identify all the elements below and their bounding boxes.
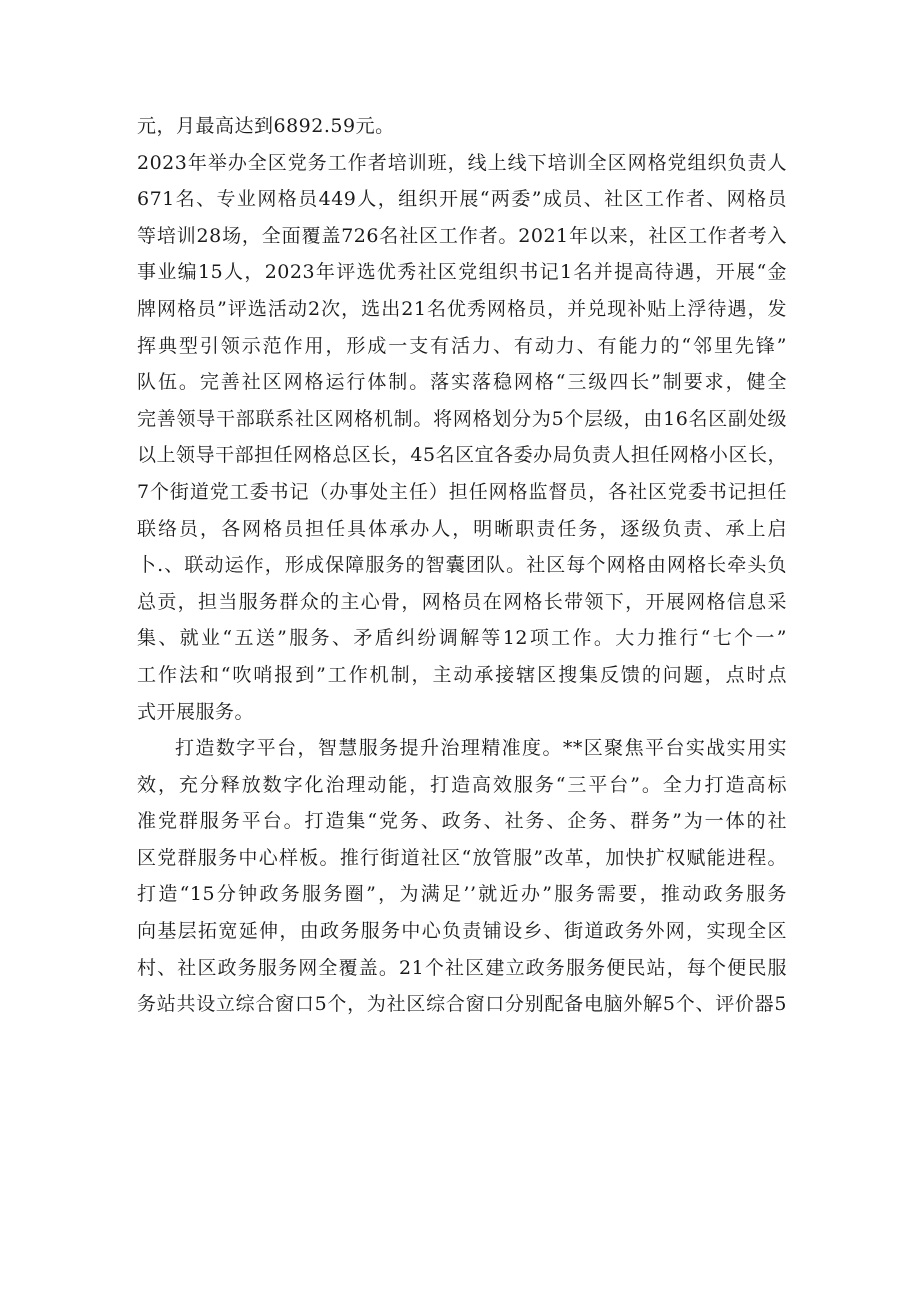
text-line: 事业编15人，2023年评选优秀社区党组织书记1名并提高待遇，开展“金 bbox=[137, 261, 787, 284]
text-line: 村、社区政务服务网全覆盖。21个社区建立政务服务便民站，每个便民服 bbox=[137, 956, 787, 979]
paragraph-start-line: 打造数字平台，智慧服务提升治理精准度。**区聚焦平台实战实用实 bbox=[175, 737, 787, 760]
text-line: 区党群服务中心样板。推行街道社区“放管服”改革，加快扩权赋能进程。 bbox=[137, 846, 787, 869]
text-line: 以上领导干部担任网格总区长，45名区宜各委办局负责人担任网格小区长， bbox=[137, 444, 787, 467]
text-line: 打造“15分钟政务服务圈”，为满足’’就近办”服务需要，推动政务服务 bbox=[137, 883, 787, 906]
text-line: 7个街道党工委书记（办事处主任）担任网格监督员，各社区党委书记担任 bbox=[137, 480, 787, 503]
text-line: 元，月最高达到6892.59元。 bbox=[137, 115, 395, 137]
text-line: 总贡，担当服务群众的主心骨，网格员在网格长带领下，开展网格信息采 bbox=[137, 590, 787, 613]
text-line: 务站共设立综合窗口5个，为社区综合窗口分别配备电脑外解5个、评价器5 bbox=[137, 993, 787, 1016]
text-line: 牌网格员”评选活动2次，选出21名优秀网格员，并兑现补贴上浮待遇，发 bbox=[137, 297, 787, 320]
text-line: 等培训28场，全面覆盖726名社区工作者。2021年以来，社区工作者考入 bbox=[137, 224, 787, 247]
text-line: 挥典型引领示范作用，形成一支有活力、有动力、有能力的“邻里先锋” bbox=[137, 334, 787, 357]
text-line: 671名、专业网格员449人，组织开展“两委”成员、社区工作者、网格员 bbox=[137, 188, 787, 211]
text-line: 2023年举办全区党务工作者培训班，线上线下培训全区网格党组织负责人 bbox=[137, 151, 787, 174]
text-line: 向基层拓宽延伸，由政务服务中心负责铺设乡、街道政务外网，实现全区 bbox=[137, 920, 787, 943]
text-line: 效，充分释放数字化治理动能，打造高效服务“三平台”。全力打造高标 bbox=[137, 773, 787, 796]
text-line: 卜.、联动运作，形成保障服务的智囊团队。社区每个网格由网格长牵头负 bbox=[137, 554, 787, 577]
text-line: 式开展服务。 bbox=[137, 700, 255, 723]
document-body bbox=[137, 108, 787, 1023]
text-line: 集、就业“五送”服务、矛盾纠纷调解等12项工作。大力推行“七个一” bbox=[137, 627, 787, 650]
text-line: 工作法和“吹哨报到”工作机制，主动承接辖区搜集反馈的问题，点时点 bbox=[137, 663, 787, 686]
text-line: 准党群服务平台。打造集“党务、政务、社务、企务、群务”为一体的社 bbox=[137, 810, 787, 833]
text-line: 联络员，各网格员担任具体承办人，明晰职责任务，逐级负责、承上启 bbox=[137, 517, 787, 540]
text-line: 队伍。完善社区网格运行体制。落实落稳网格“三级四长”制要求，健全 bbox=[137, 371, 787, 394]
text-line: 完善领导干部联系社区网格机制。将网格划分为5个层级，由16名区副处级 bbox=[137, 407, 787, 430]
